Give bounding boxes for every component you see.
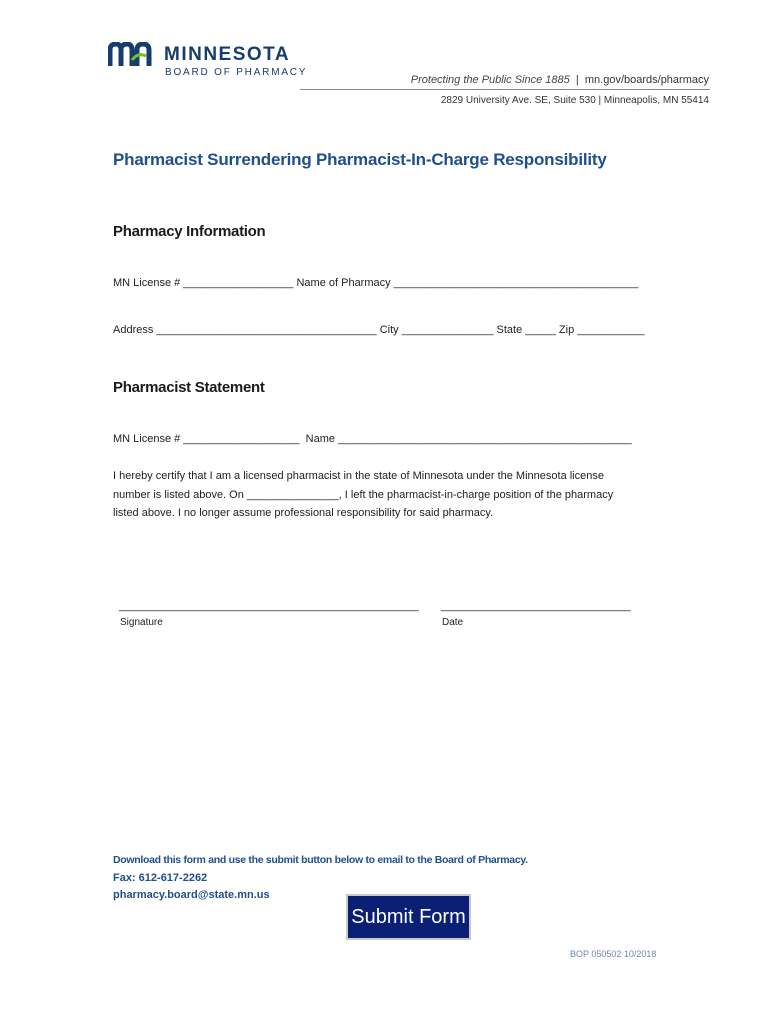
fax-number: Fax: 612-617-2262 [113,872,208,884]
submit-instructions: Download this form and use the submit button below to email to the Board of Pharmacy. [113,854,528,866]
certification-line-3: listed above. I no longer assume professional responsibility for said pharmacy. [113,507,494,519]
minnesota-logo-icon [108,42,154,66]
pharmacy-license-field[interactable]: MN License # __________________ Name of Pharmacy ________________________________________ [113,277,639,289]
signature-field[interactable]: _________________________________________________ [119,600,419,612]
website-link[interactable]: mn.gov/boards/pharmacy [584,74,709,86]
header-tagline [411,74,709,86]
pharmacist-statement-heading: Pharmacist Statement [113,379,265,396]
date-field[interactable]: _______________________________ [441,600,631,612]
page-title: Pharmacist Surrendering Pharmacist-In-Charge Responsibility [113,150,607,169]
certification-line-2[interactable]: number is listed above. On _______________, I left the pharmacist-in-charge position of the pharmacy [113,488,614,501]
logo-wordmark: MINNESOTA [164,44,291,65]
pharmacy-address-field[interactable]: Address ____________________________________ City _______________ State _____ Zip ___________ [113,324,645,336]
tagline-text: Protecting the Public Since 1885 [410,74,570,86]
form-code: BOP 050502 10/2018 [570,949,657,959]
email-address[interactable]: pharmacy.board@state.mn.us [113,889,270,901]
pharmacist-license-field[interactable]: MN License # ___________________ Name ________________________________________________ [113,433,632,445]
certification-line-1: I hereby certify that I am a licensed pharmacist in the state of Minnesota under the Minnesota license [113,470,604,482]
tagline-separator: | [575,74,579,86]
date-label: Date [442,617,464,628]
logo-subtitle: BOARD OF PHARMACY [165,67,308,78]
submit-form-button[interactable]: Submit Form [346,894,471,940]
board-address: 2829 University Ave. SE, Suite 530 | Minneapolis, MN 55414 [440,95,709,106]
signature-label: Signature [120,617,163,628]
pharmacy-info-heading: Pharmacy Information [113,223,266,240]
header-divider [300,89,710,90]
certification-paragraph [113,467,653,523]
